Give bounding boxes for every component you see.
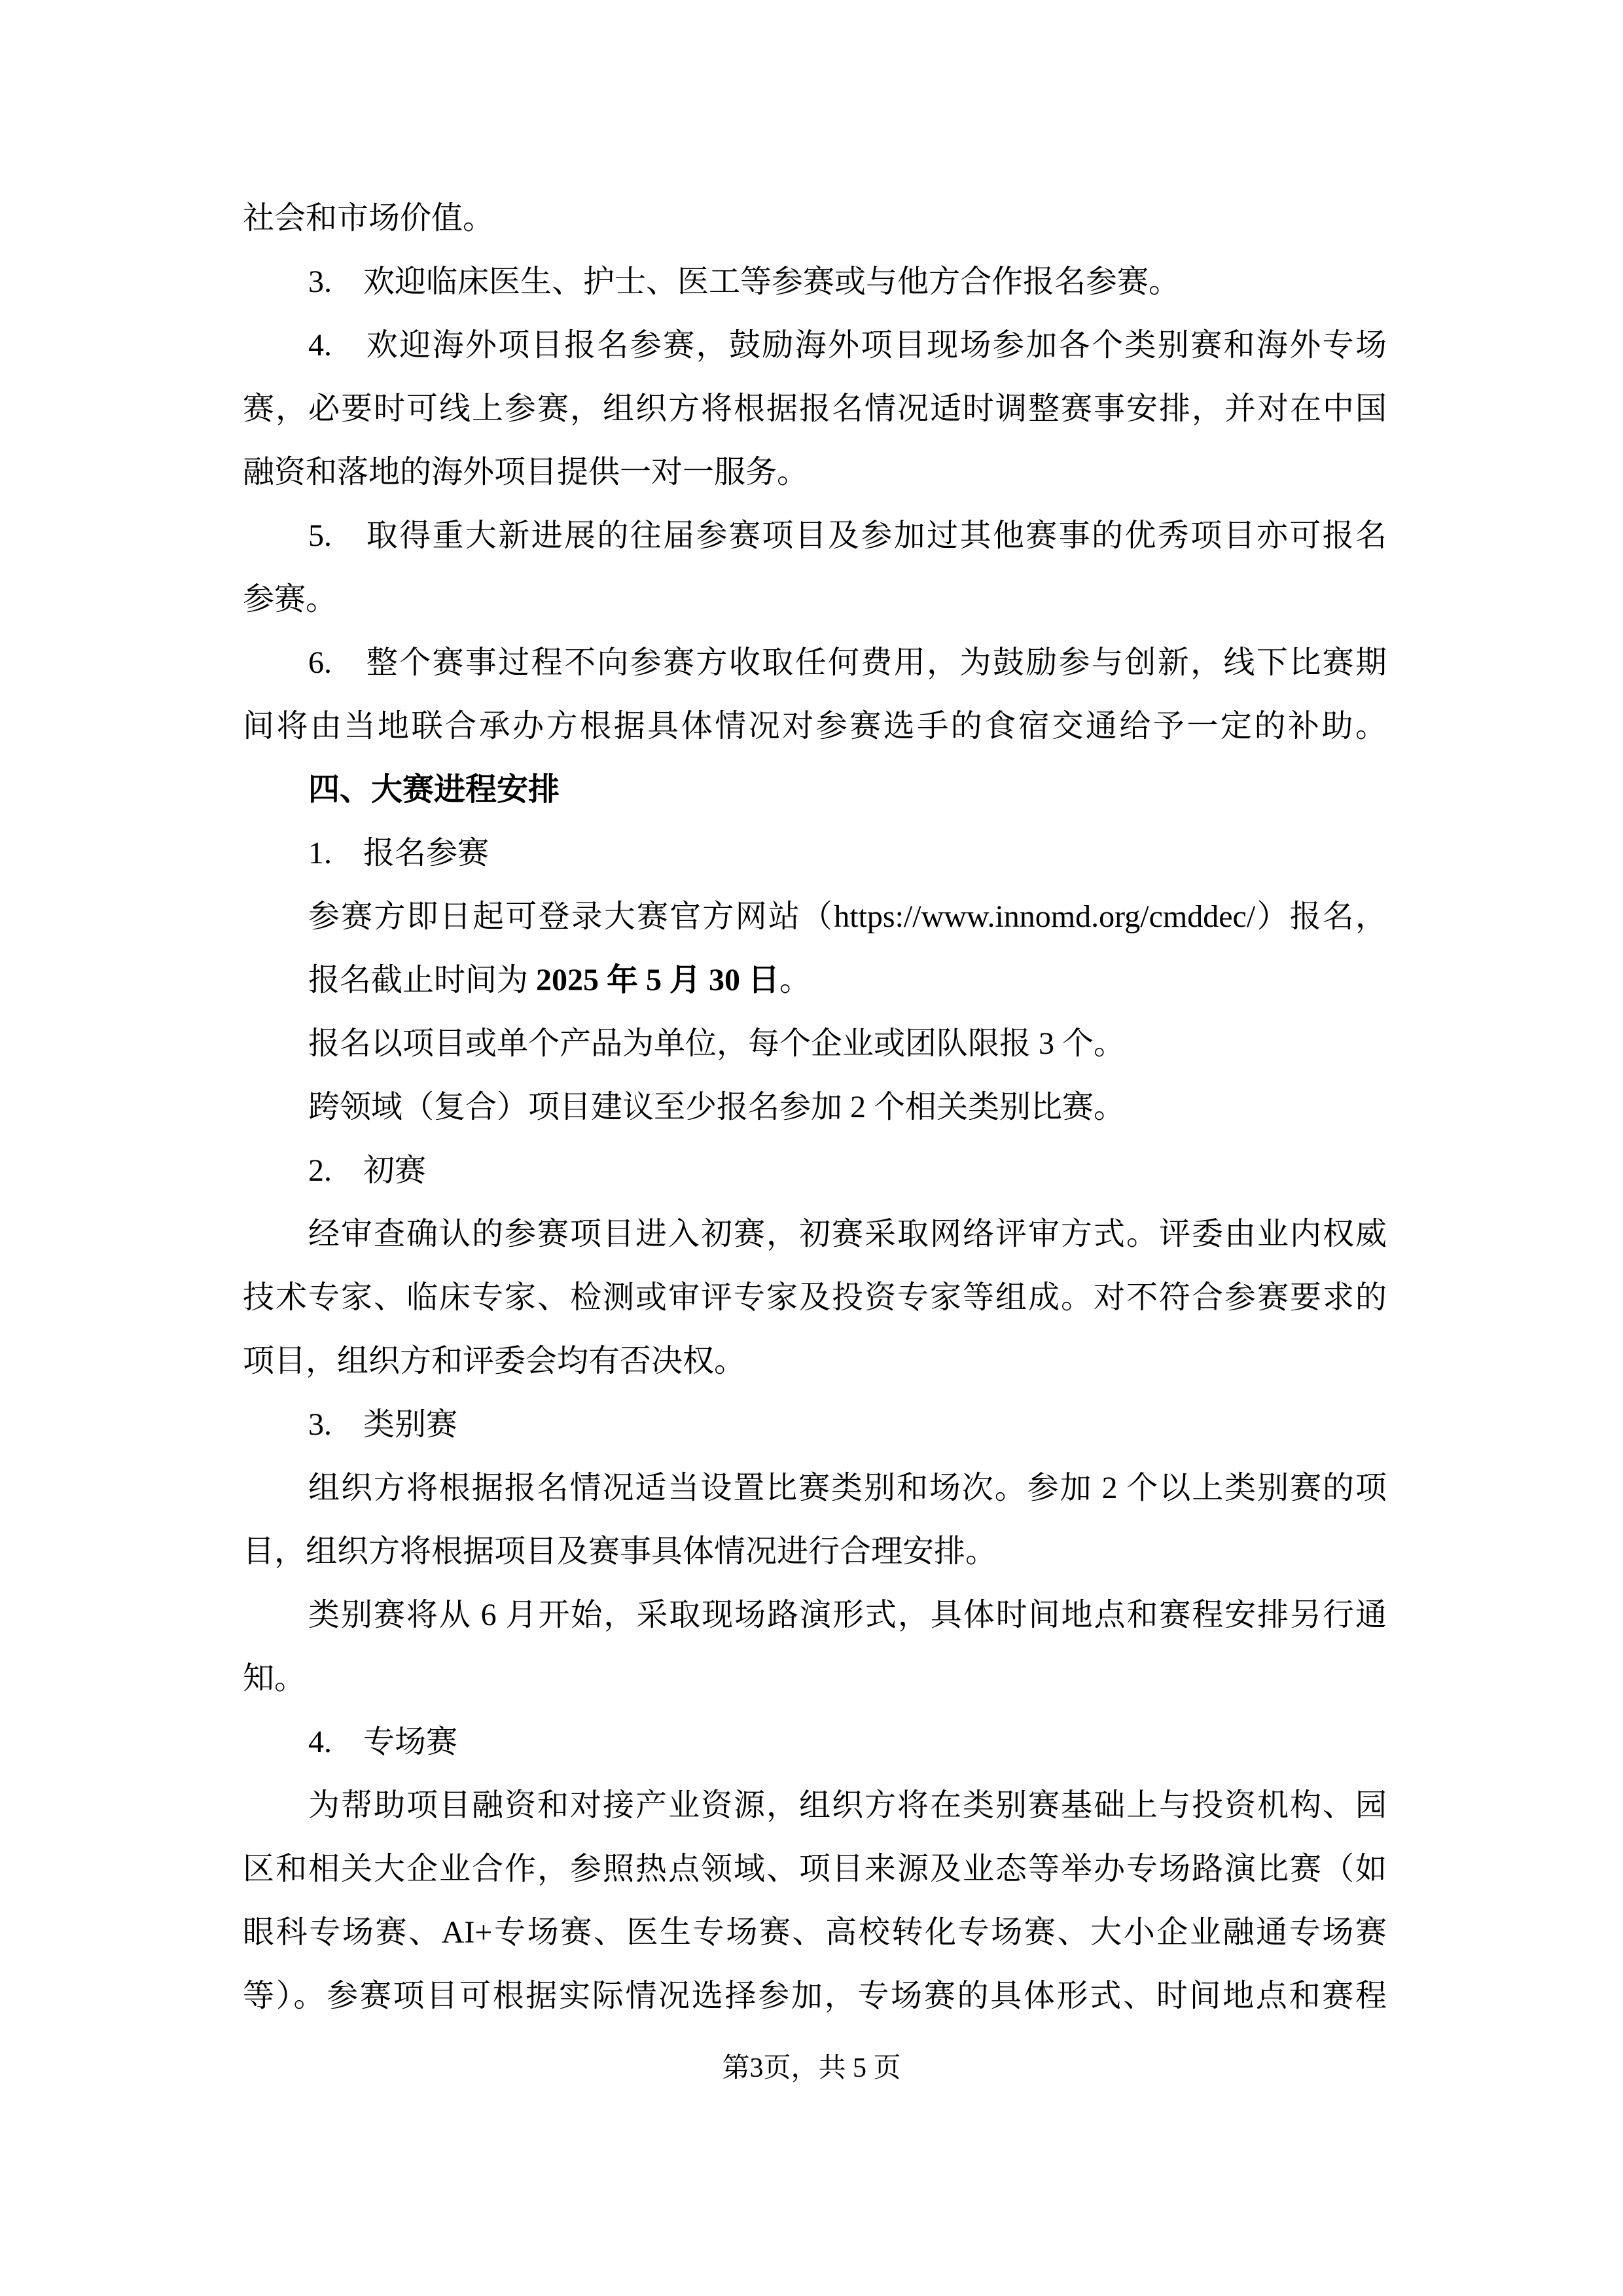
document-line: 技术专家、临床专家、检测或审评专家及投资专家等组成。对不符合参赛要求的 — [243, 1280, 1387, 1315]
document-line: 跨领域（复合）项目建议至少报名参加 2 个相关类别比赛。 — [308, 1090, 1126, 1124]
document-line: 目，组织方将根据项目及赛事具体情况进行合理安排。 — [243, 1534, 997, 1569]
document-line-url: 参赛方即日起可登录大赛官方网站（https://www.innomd.org/cmddec/）报名， — [308, 899, 1387, 934]
document-line: 项目，组织方和评委会均有否决权。 — [243, 1344, 746, 1378]
document-line: 等）。参赛项目可根据实际情况选择参加，专场赛的具体形式、时间地点和赛程 — [243, 1979, 1387, 2013]
document-line: 类别赛将从 6 月开始，采取现场路演形式，具体时间地点和赛程安排另行通 — [308, 1598, 1387, 1632]
deadline-date: 2025 年 5 月 30 日 — [536, 963, 780, 997]
document-line: 社会和市场价值。 — [243, 201, 495, 236]
page-number-footer: 第3页，共 5 页 — [722, 2053, 901, 2083]
list-item-4: 4. 欢迎海外项目报名参赛，鼓励海外项目现场参加各个类别赛和海外专场 — [308, 328, 1387, 363]
document-line-deadline — [243, 948, 1387, 1012]
document-line: 赛，必要时可线上参赛，组织方将根据报名情况适时调整赛事安排，并对在中国 — [243, 391, 1387, 426]
document-line: 组织方将根据报名情况适当设置比赛类别和场次。参加 2 个以上类别赛的项 — [308, 1471, 1387, 1505]
document-text-block — [243, 187, 1387, 2028]
document-line: 区和相关大企业合作，参照热点领域、项目来源及业态等举办专场路演比赛（如 — [243, 1852, 1387, 1886]
document-line: 间将由当地联合承办方根据具体情况对参赛选手的食宿交通给予一定的补助。 — [243, 709, 1387, 744]
list-item-5: 5. 取得重大新进展的往届参赛项目及参加过其他赛事的优秀项目亦可报名 — [308, 518, 1387, 553]
subitem-2-preliminary: 2. 初赛 — [308, 1153, 427, 1188]
document-line: 融资和落地的海外项目提供一对一服务。 — [243, 455, 809, 490]
section-heading: 四、大赛进程安排 — [308, 772, 560, 807]
subitem-3-category: 3. 类别赛 — [308, 1407, 458, 1442]
list-item-3: 3. 欢迎临床医生、护士、医工等参赛或与他方合作报名参赛。 — [308, 264, 1181, 299]
deadline-prefix: 报名截止时间为 — [308, 963, 537, 997]
list-item-6: 6. 整个赛事过程不向参赛方收取任何费用，为鼓励参与创新，线下比赛期 — [308, 645, 1387, 680]
document-line: 为帮助项目融资和对接产业资源，组织方将在类别赛基础上与投资机构、园 — [308, 1788, 1387, 1823]
subitem-4-special: 4. 专场赛 — [308, 1725, 458, 1759]
document-line: 眼科专场赛、AI+专场赛、医生专场赛、高校转化专场赛、大小企业融通专场赛 — [243, 1915, 1387, 1950]
document-line: 报名以项目或单个产品为单位，每个企业或团队限报 3 个。 — [308, 1026, 1126, 1061]
document-line: 知。 — [243, 1661, 306, 1696]
subitem-1-signup: 1. 报名参赛 — [308, 836, 490, 870]
document-line: 参赛。 — [243, 582, 338, 617]
deadline-suffix: 。 — [779, 963, 812, 997]
document-line: 经审查确认的参赛项目进入初赛，初赛采取网络评审方式。评委由业内权威 — [308, 1217, 1387, 1251]
